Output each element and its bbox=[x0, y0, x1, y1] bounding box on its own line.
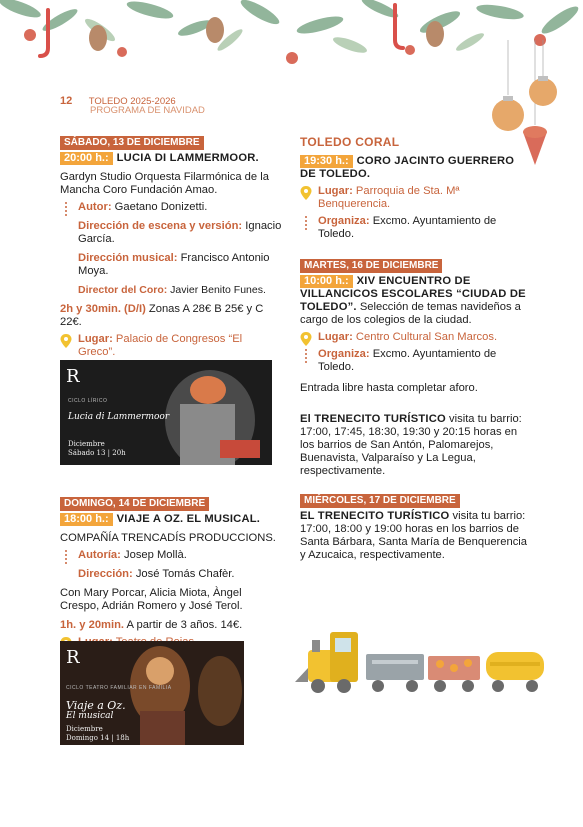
event-age: A partir de 3 años. 14€. bbox=[124, 619, 243, 631]
event-villancicos bbox=[300, 275, 528, 395]
organiza-label: Organiza: bbox=[318, 215, 370, 227]
event-time: 10:00 h.: bbox=[300, 275, 353, 288]
event-location bbox=[60, 333, 282, 359]
page-number: 12 bbox=[60, 95, 73, 107]
theatre-logo: R bbox=[66, 647, 80, 668]
right-column bbox=[300, 136, 528, 562]
musical-label: Dirección musical: bbox=[78, 252, 178, 264]
poster-subtitle: El musical bbox=[66, 711, 114, 721]
event-credits bbox=[60, 549, 282, 581]
event-time: 18:00 h.: bbox=[60, 513, 113, 526]
direccion-value: José Tomás Chafèr. bbox=[132, 568, 235, 580]
event-description: Gardyn Studio Orquesta Filarmónica de la Mancha Coro Fundación Amao. bbox=[60, 171, 269, 196]
autor-value: Gaetano Donizetti. bbox=[111, 201, 208, 213]
event-title: XIV ENCUENTRO DE VILLANCICOS ESCOLARES “CIUDAD DE TOLEDO”. bbox=[300, 275, 526, 313]
theatre-logo: R bbox=[66, 366, 80, 387]
event-credits bbox=[60, 201, 282, 297]
header-title: TOLEDO 2025-2026 bbox=[88, 96, 176, 107]
lugar-label: Lugar: bbox=[78, 333, 113, 345]
location-pin-icon bbox=[300, 332, 312, 346]
event-coro bbox=[300, 155, 528, 241]
dashed-line-icon bbox=[300, 349, 312, 363]
autoria-label: Autoría: bbox=[78, 549, 121, 561]
header-subtitle: PROGRAMA DE NAVIDAD bbox=[90, 105, 205, 116]
autoria-value: Josep Mollà. bbox=[120, 549, 187, 561]
poster-category: CICLO TEATRO FAMILIAR EN FAMILIA bbox=[66, 685, 172, 691]
direccion-value: Ignacio García. bbox=[78, 220, 282, 245]
event-description: visita tu barrio: 17:00, 17:45, 18:30, 19:30 y 20:15 horas en los barrios de San Antón, Palomarejos, Buenavista, Valparaíso y La Legua, respectivamente. bbox=[300, 413, 522, 477]
lugar-value: Parroquia de Sta. Mª Benquerencia. bbox=[318, 185, 460, 210]
lugar-value: Palacio de Congresos “El Greco”. bbox=[78, 333, 243, 358]
poster-title: Viaje a Oz. bbox=[66, 699, 126, 712]
dashed-line-icon bbox=[60, 550, 72, 564]
coro-label: Director del Coro: bbox=[78, 284, 168, 296]
event-location bbox=[300, 331, 528, 344]
day-heading: DOMINGO, 14 DE DICIEMBRE bbox=[60, 497, 209, 511]
organiza-value: Excmo. Ayuntamiento de Toledo. bbox=[318, 348, 497, 373]
event-title: LUCIA DI LAMMERMOOR. bbox=[116, 152, 259, 164]
dashed-line-icon bbox=[300, 216, 312, 230]
event-organizer bbox=[300, 215, 528, 241]
organiza-value: Excmo. Ayuntamiento de Toledo. bbox=[318, 215, 497, 240]
lugar-label: Lugar: bbox=[318, 185, 353, 197]
poster-date-day: Domingo 14 | 18h bbox=[66, 734, 130, 742]
event-cast: Con Mary Porcar, Alicia Miota, Àngel Crespo, Adrián Romero y José Terol. bbox=[60, 587, 243, 612]
page-header bbox=[60, 95, 205, 116]
event-location bbox=[300, 185, 528, 211]
event-title: EL TRENECITO TURÍSTICO bbox=[300, 510, 450, 522]
event-prices: Zonas A 28€ B 25€ y C 22€. bbox=[60, 303, 264, 328]
poster-title: Lucia di Lammermoor bbox=[68, 412, 170, 422]
event-note: Entrada libre hasta completar aforo. bbox=[300, 382, 478, 394]
direccion-label: Dirección: bbox=[78, 568, 133, 580]
event-duration: 2h y 30min. (D/I) bbox=[60, 303, 146, 315]
musical-value: Francisco Antonio Moya. bbox=[78, 252, 270, 277]
section-heading: TOLEDO CORAL bbox=[300, 135, 400, 149]
event-title: El TRENECITO TURÍSTICO bbox=[300, 413, 446, 425]
event-description: visita tu barrio: 17:00, 18:00 y 19:00 horas en los barrios de Santa Bárbara, Santa María de Benquerencia y Azucaica, respectivamente. bbox=[300, 510, 528, 561]
location-pin-icon bbox=[300, 186, 312, 200]
poster-date-day: Sábado 13 | 20h bbox=[68, 449, 126, 457]
poster-date-month: Diciembre bbox=[66, 725, 103, 733]
train-illustration bbox=[290, 628, 550, 700]
event-company: COMPAÑÍA TRENCADÍS PRODUCCIONS. bbox=[60, 532, 276, 544]
day-heading: MIÉRCOLES, 17 DE DICIEMBRE bbox=[300, 494, 460, 508]
autor-label: Autor: bbox=[78, 201, 112, 213]
lugar-label: Lugar: bbox=[318, 331, 353, 343]
poster-date-month: Diciembre bbox=[68, 440, 105, 448]
lugar-value: Centro Cultural San Marcos. bbox=[352, 331, 498, 343]
organiza-label: Organiza: bbox=[318, 348, 370, 360]
event-description: Selección de temas navideños a cargo de los colegios de la ciudad. bbox=[300, 301, 521, 326]
poster-viaje-oz bbox=[60, 641, 244, 745]
event-time: 19:30 h.: bbox=[300, 155, 353, 168]
event-trenecito-1 bbox=[300, 413, 528, 478]
day-heading: MARTES, 16 DE DICIEMBRE bbox=[300, 259, 442, 273]
direccion-label: Dirección de escena y versión: bbox=[78, 220, 243, 232]
poster-category: CICLO LÍRICO bbox=[68, 398, 108, 404]
event-time: 20:00 h.: bbox=[60, 152, 113, 165]
day-heading: SÁBADO, 13 DE DICIEMBRE bbox=[60, 136, 204, 150]
event-title: VIAJE A OZ. EL MUSICAL. bbox=[116, 513, 261, 525]
event-trenecito-2 bbox=[300, 510, 528, 562]
event-viaje-oz bbox=[60, 513, 282, 649]
location-pin-icon bbox=[60, 334, 72, 348]
poster-lucia bbox=[60, 360, 272, 465]
event-title: CORO JACINTO GUERRERO DE TOLEDO. bbox=[300, 155, 515, 180]
event-lucia bbox=[60, 152, 282, 359]
event-organizer bbox=[300, 348, 528, 374]
event-duration: 1h. y 20min. bbox=[60, 619, 125, 631]
coro-value: Javier Benito Funes. bbox=[167, 284, 266, 296]
dashed-line-icon bbox=[60, 202, 72, 216]
